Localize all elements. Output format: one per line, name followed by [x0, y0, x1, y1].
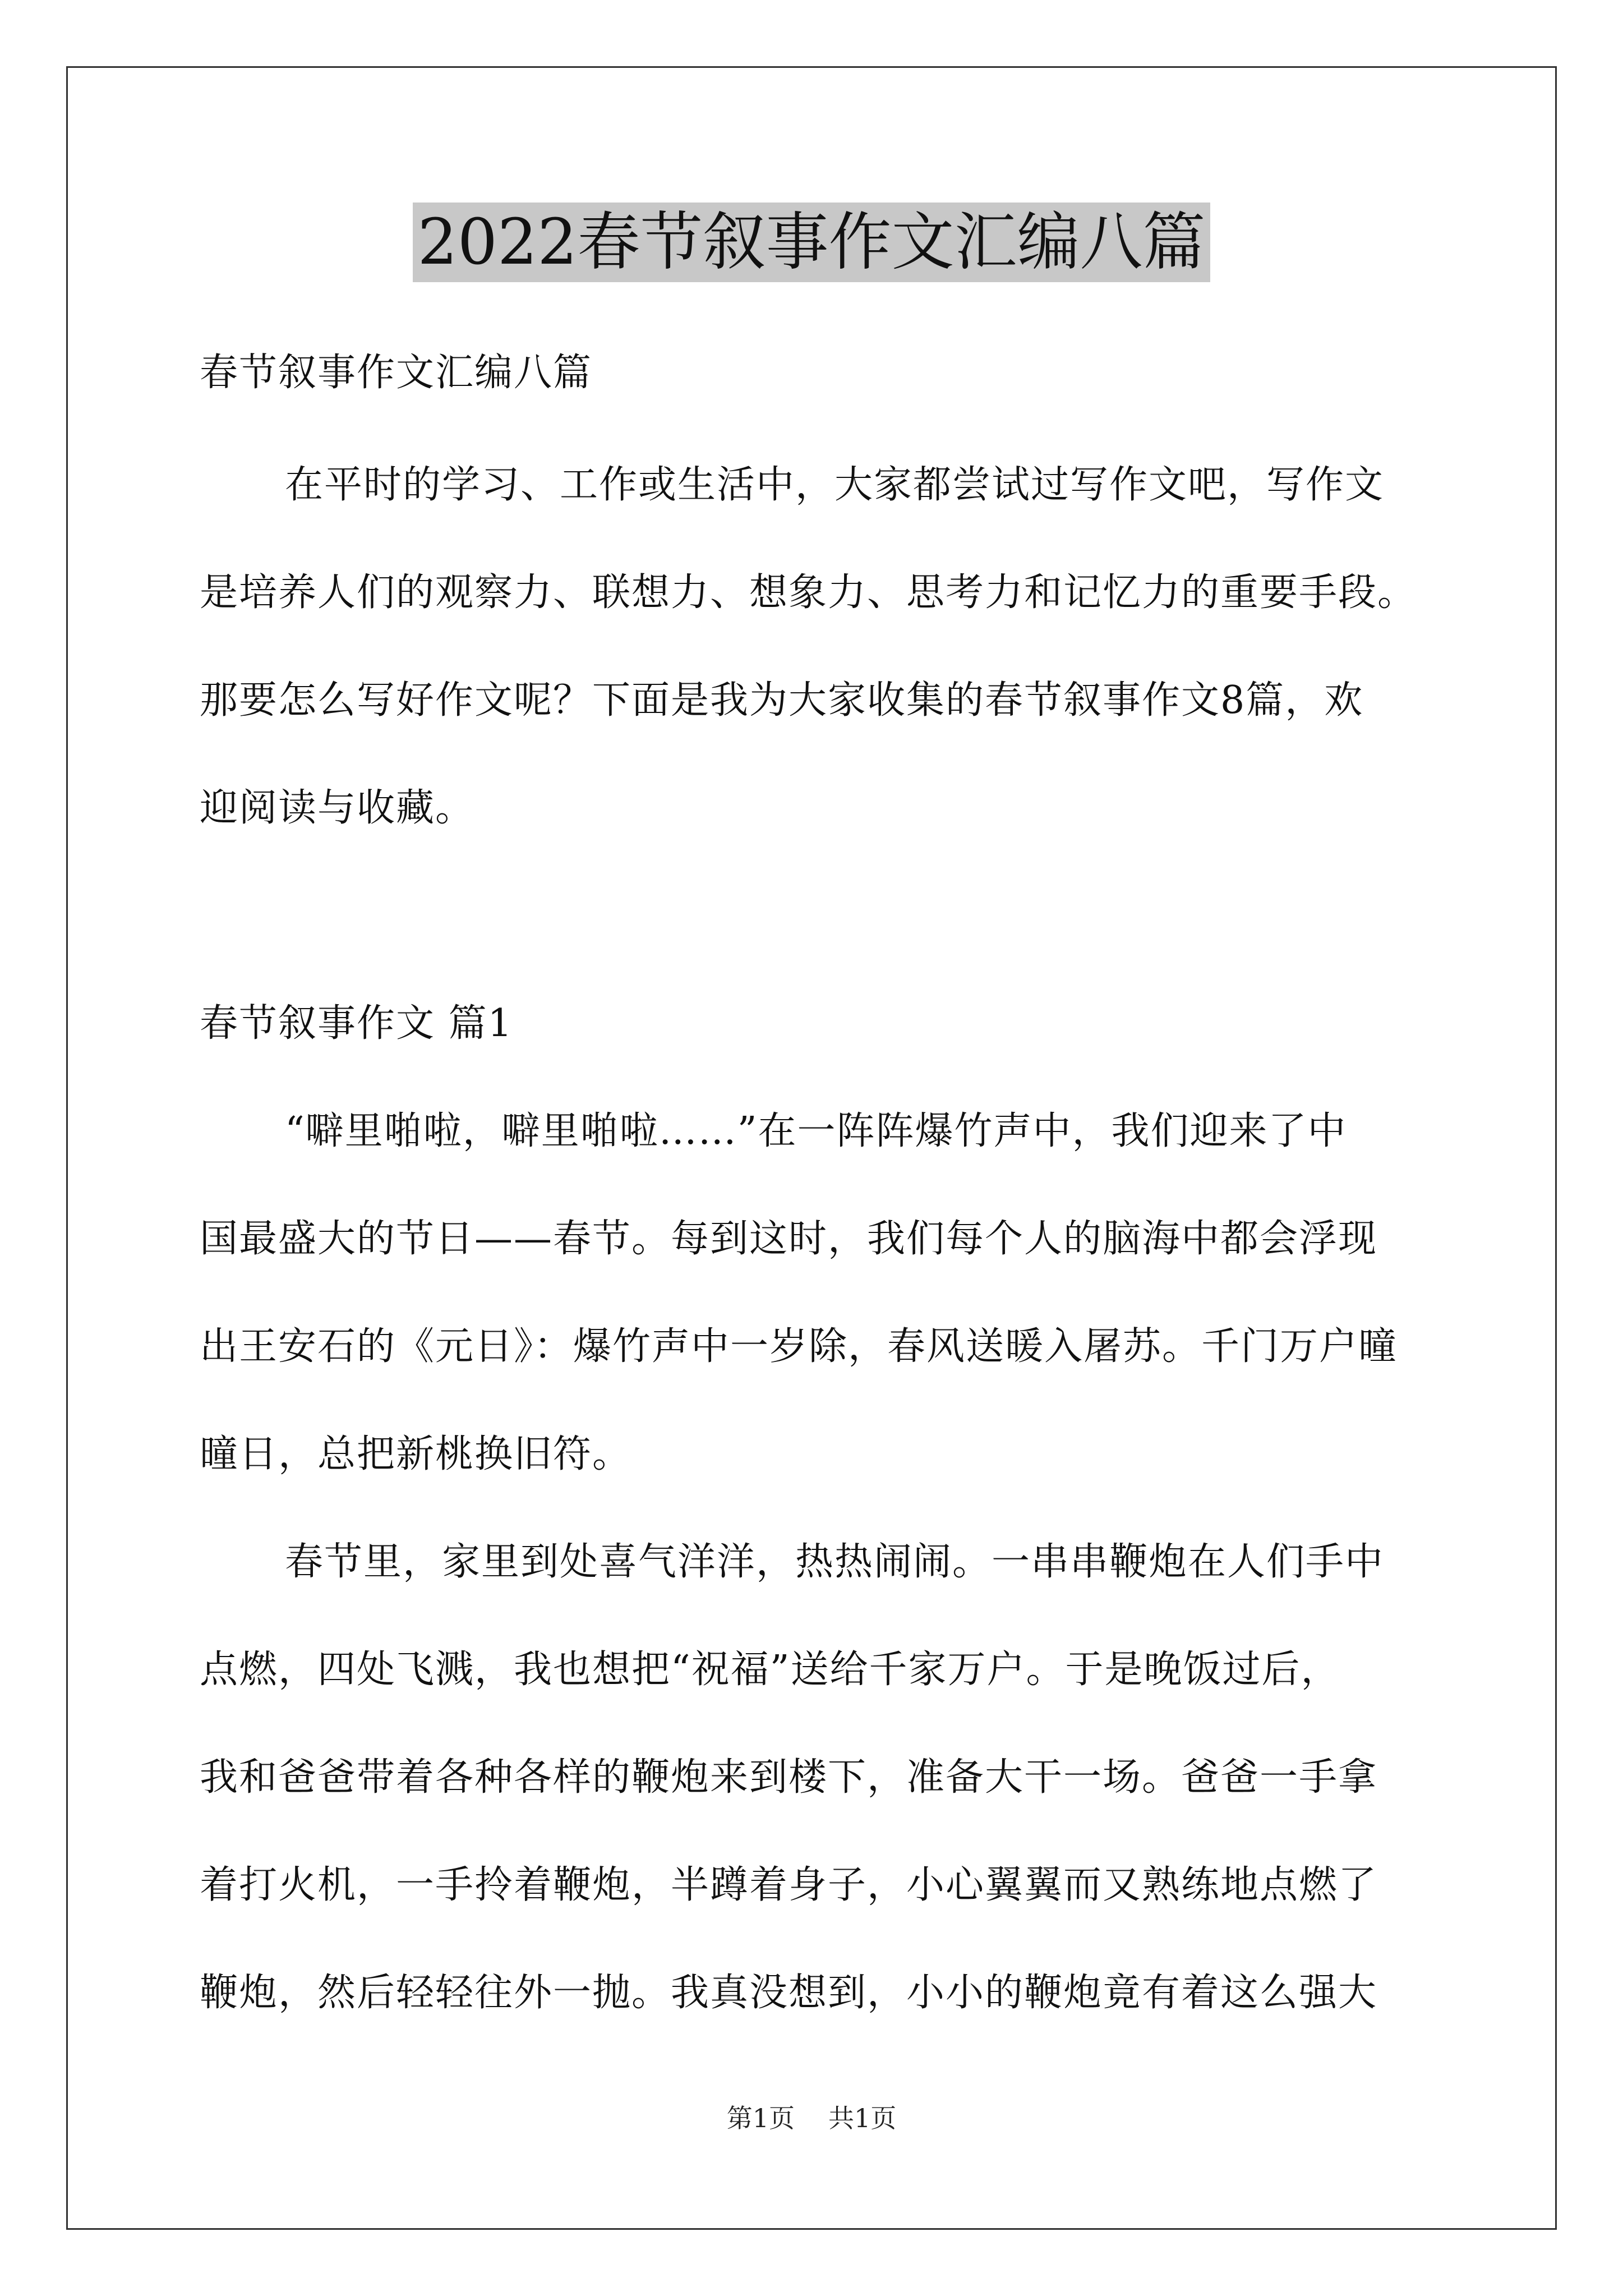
section-heading: 春节叙事作文 篇1: [200, 1001, 513, 1046]
paragraph-line: 国最盛大的节日——春节。每到这时，我们每个人的脑海中都会浮现: [200, 1217, 1378, 1261]
page-total: 共1页: [828, 2103, 897, 2133]
paragraph-line: 点燃，四处飞溅，我也想把“祝福”送给千家万户。于是晚饭过后，: [200, 1648, 1340, 1692]
page-number: 第1页: [726, 2103, 795, 2133]
paragraph-line: “噼里啪啦，噼里啪啦……”在一阵阵爆竹声中，我们迎来了中: [285, 1109, 1347, 1153]
paragraph-line: 鞭炮，然后轻轻往外一抛。我真没想到，小小的鞭炮竟有着这么强大: [200, 1971, 1378, 2015]
paragraph-line: 曈日，总把新桃换旧符。: [200, 1432, 632, 1476]
paragraph-line: 着打火机，一手拎着鞭炮，半蹲着身子，小心翼翼而又熟练地点燃了: [200, 1863, 1378, 1907]
paragraph-line: 出王安石的《元日》：爆竹声中一岁除，春风送暖入屠苏。千门万户曈: [200, 1324, 1398, 1369]
intro-line: 是培养人们的观察力、联想力、想象力、思考力和记忆力的重要手段。: [200, 570, 1417, 615]
subtitle: 春节叙事作文汇编八篇: [200, 351, 593, 395]
intro-line: 那要怎么写好作文呢？下面是我为大家收集的春节叙事作文8篇，欢: [200, 678, 1364, 723]
page-footer: [0, 2098, 1623, 2135]
document-title-text: 2022春节叙事作文汇编八篇: [413, 203, 1210, 282]
intro-line: 在平时的学习、工作或生活中，大家都尝试过写作文吧，写作文: [285, 463, 1385, 507]
intro-line: 迎阅读与收藏。: [200, 786, 475, 830]
paragraph-line: 春节里，家里到处喜气洋洋，热热闹闹。一串串鞭炮在人们手中: [285, 1540, 1385, 1584]
document-title: [0, 203, 1623, 282]
paragraph-line: 我和爸爸带着各种各样的鞭炮来到楼下，准备大干一场。爸爸一手拿: [200, 1755, 1378, 1800]
